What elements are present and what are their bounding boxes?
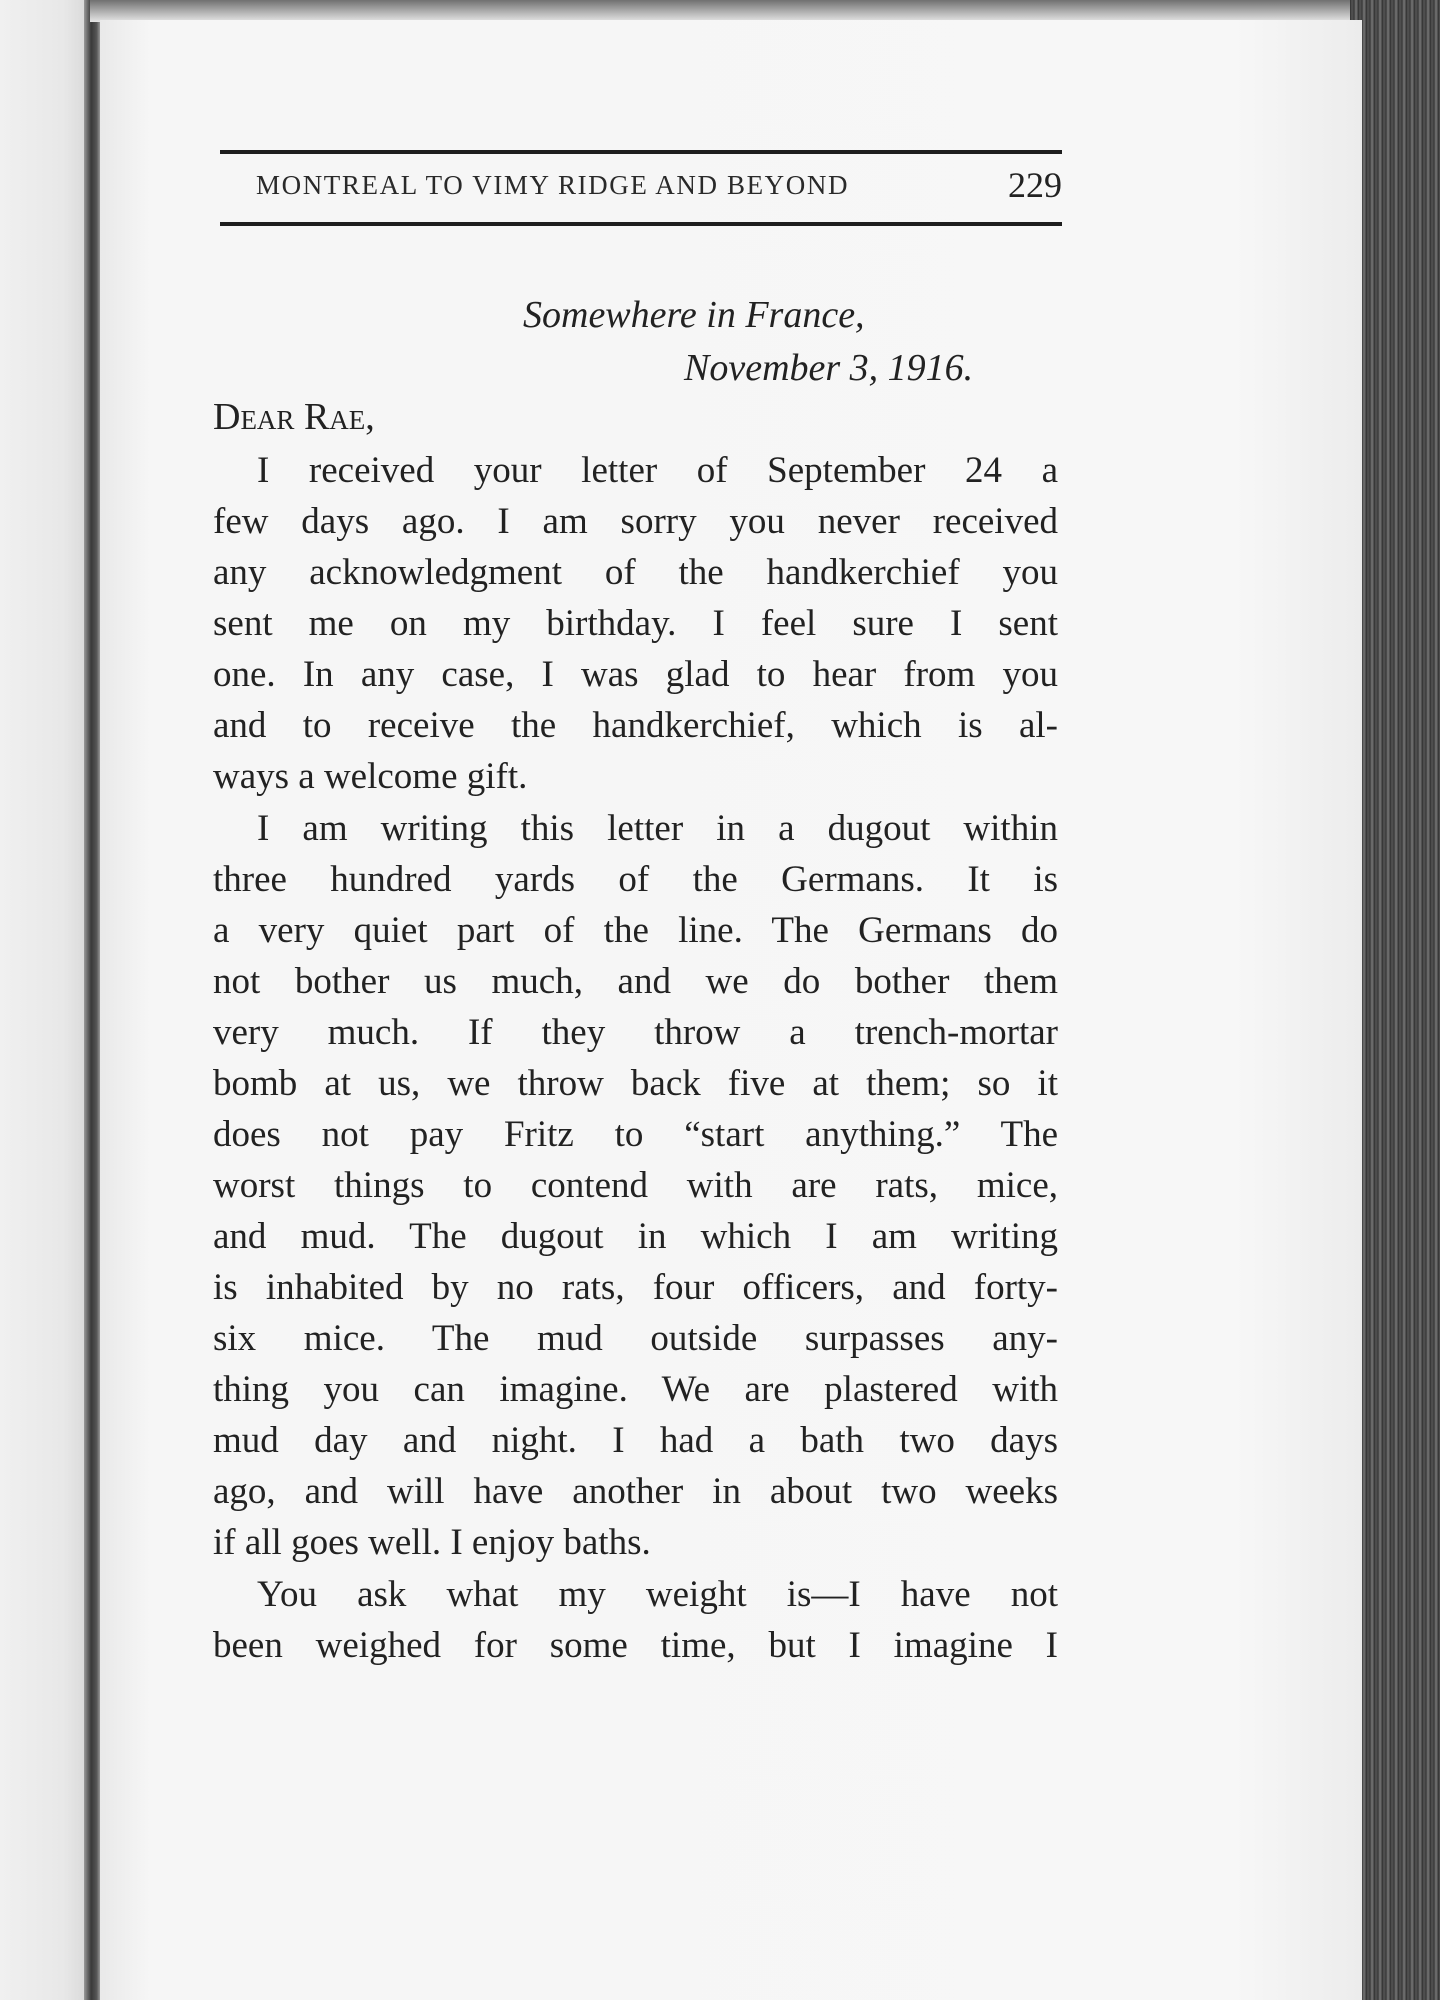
text-line: is inhabited by no rats, four officers, and forty- <box>213 1267 1058 1308</box>
text-line: does not pay Fritz to “start anything.” The <box>213 1114 1058 1155</box>
text-line: I am writing this letter in a dugout within <box>257 808 1058 849</box>
text-line: mud day and night. I had a bath two days <box>213 1420 1058 1461</box>
page-number: 229 <box>1008 165 1062 205</box>
text-line: one. In any case, I was glad to hear from you <box>213 654 1058 695</box>
text-line: ago, and will have another in about two weeks <box>213 1471 1058 1512</box>
text-line: any acknowledgment of the handkerchief you <box>213 552 1058 593</box>
text-line: very much. If they throw a trench-mortar <box>213 1012 1058 1053</box>
text-line: I received your letter of September 24 a <box>257 450 1058 491</box>
page-stack-edge <box>1350 0 1440 2000</box>
text-line: if all goes well. I enjoy baths. <box>213 1522 651 1563</box>
text-line: and mud. The dugout in which I am writing <box>213 1216 1058 1257</box>
text-line: three hundred yards of the Germans. It is <box>213 859 1058 900</box>
top-shadow <box>90 0 1360 22</box>
text-line: six mice. The mud outside surpasses any- <box>213 1318 1058 1359</box>
text-line: worst things to contend with are rats, mice, <box>213 1165 1058 1206</box>
letter-date: November 3, 1916. <box>684 347 974 389</box>
text-line: sent me on my birthday. I feel sure I sent <box>213 603 1058 644</box>
letter-salutation: Dear Rae, <box>213 396 375 438</box>
text-line: been weighed for some time, but I imagine I <box>213 1625 1058 1666</box>
text-line: few days ago. I am sorry you never received <box>213 501 1058 542</box>
text-line: bomb at us, we throw back five at them; so it <box>213 1063 1058 1104</box>
text-line: not bother us much, and we do bother them <box>213 961 1058 1002</box>
running-head <box>220 150 1062 226</box>
text-line: ways a welcome gift. <box>213 756 528 797</box>
letter-place: Somewhere in France, <box>523 294 865 336</box>
text-line: a very quiet part of the line. The Germans do <box>213 910 1058 951</box>
text-line: and to receive the handkerchief, which is al- <box>213 705 1058 746</box>
running-head-title: MONTREAL TO VIMY RIDGE AND BEYOND <box>256 170 850 200</box>
text-line: You ask what my weight is—I have not <box>257 1574 1058 1615</box>
facing-page-edge <box>0 0 90 2000</box>
text-line: thing you can imagine. We are plastered with <box>213 1369 1058 1410</box>
